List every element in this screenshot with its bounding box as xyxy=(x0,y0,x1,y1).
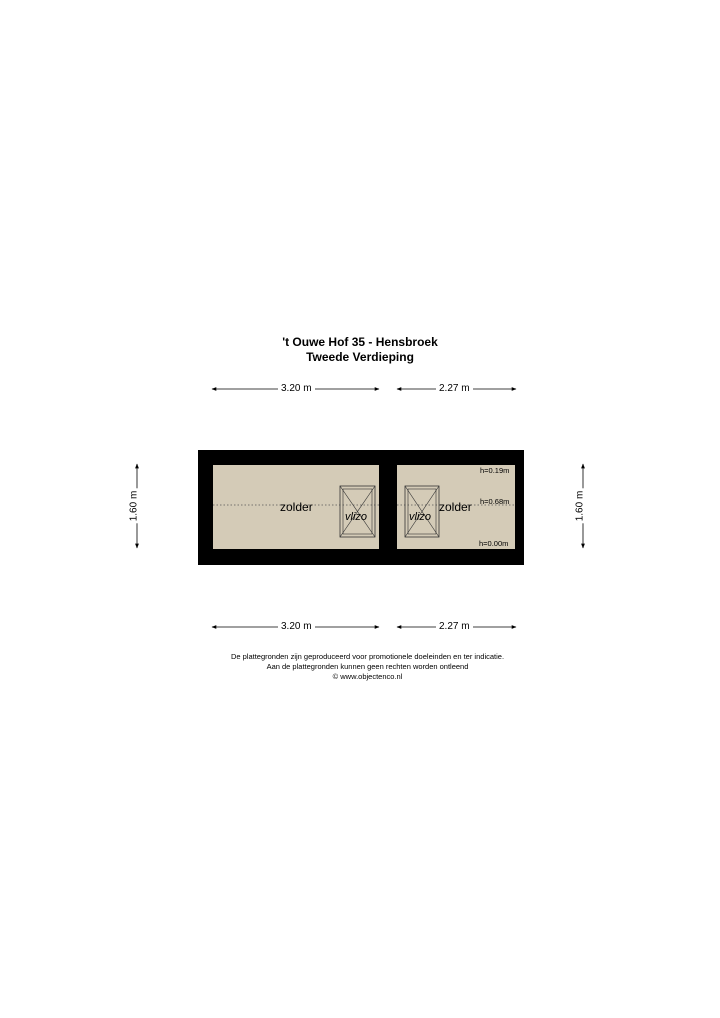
height-label-top: h=0.19m xyxy=(480,466,510,475)
height-label-bottom: h=0.00m xyxy=(479,539,509,548)
height-label-middle: h=0.68m xyxy=(480,497,510,506)
left-dimension-label: 1.60 m xyxy=(128,490,140,522)
disclaimer-line-3: © www.objectenco.nl xyxy=(332,672,403,681)
plan-title: 't Ouwe Hof 35 - Hensbroek xyxy=(282,335,438,349)
floor-name: Tweede Verdieping xyxy=(306,350,414,364)
top-right-dimension-label: 2.27 m xyxy=(436,383,473,395)
bottom-left-dimension-label: 3.20 m xyxy=(278,621,315,633)
left-hatch-label: vlizo xyxy=(345,511,368,523)
top-left-dimension-label: 3.20 m xyxy=(278,383,315,395)
right-room-label: zolder xyxy=(439,500,472,514)
bottom-right-dimension-label: 2.27 m xyxy=(436,621,473,633)
right-dimension-label: 1.60 m xyxy=(574,490,586,522)
left-room-label: zolder xyxy=(280,500,313,514)
right-hatch-label: vlizo xyxy=(409,511,432,523)
disclaimer-line-1: De plattegronden zijn geproduceerd voor promotionele doeleinden en ter indicatie. xyxy=(230,652,505,661)
disclaimer-line-2: Aan de plattegronden kunnen geen rechten worden ontleend xyxy=(266,662,469,671)
